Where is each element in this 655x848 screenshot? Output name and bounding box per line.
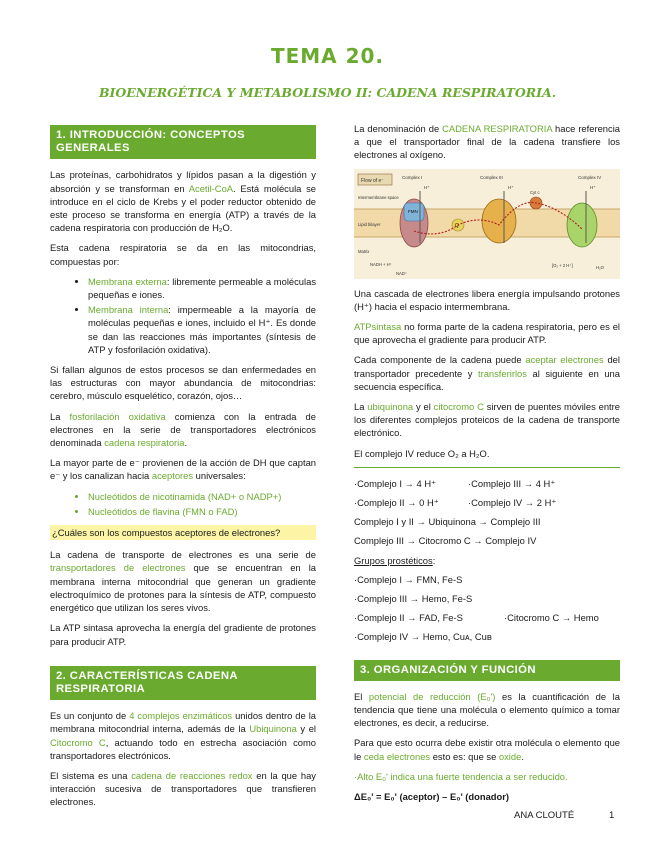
paragraph-denominacion: La denominación de CADENA RESPIRATORIA hace referencia a que el transportador final de la cadena transfiere los electrones al oxígeno. [354, 123, 621, 161]
section-header-3: 3. ORGANIZACIÓN Y FUNCIÓN [354, 660, 620, 681]
footer-author: ANA CLOUTÉ [514, 810, 575, 821]
prosthetic-group-4: ·Complejo IV → Hemo, Cuᴀ, Cuʙ [354, 631, 492, 643]
sequence-line-2: Complejo III → Citocromo C → Complejo IV [354, 535, 537, 547]
complex-3-shape [482, 199, 516, 243]
paragraph-aceptores: La mayor parte de e⁻ provienen de la acción de DH que captan e⁻ y los canalizan hacia aceptores universales: [50, 457, 316, 482]
separator-line [354, 467, 620, 468]
complex-3-label: Complex III [480, 174, 503, 180]
paragraph-complejo-iv: El complejo IV reduce O₂ a H₂O. [354, 447, 490, 459]
nadh-label: NADH + H⁺ [370, 261, 392, 267]
prosthetic-group-row: ·Complejo II → FAD, Fe-S ·Citocromo C → Hemo [354, 612, 599, 624]
proton-label-3: H⁺ [590, 184, 596, 190]
cytochrome-c-label: Cyt c [530, 189, 540, 195]
proton-row-1: ·Complejo I → 4 H⁺ ·Complejo III → 4 H⁺ [354, 477, 556, 489]
section-header-2: 2. CARACTERÍSTICAS CADENA RESPIRATORIA [50, 666, 316, 700]
proton-row-2: ·Complejo II → 0 H⁺ ·Complejo IV → 2 H⁺ [354, 497, 557, 509]
prosthetic-groups-heading: Grupos prostéticos: [354, 554, 436, 566]
paragraph-ceder: Para que esto ocurra debe existir otra molécula o elemento que le ceda electrones esto es: que se oxide. [354, 737, 620, 762]
paragraph-intro: Las proteínas, carbohidratos y lípidos pasan a la digestión y absorción y se transforman en Acetil-CoA. Está molécula se introduce en el ciclo de Krebs y el poder reductor obtenido de este proceso se transforma en energía (ATP) a través de la cadena respiratoria con producción de H₂O. [50, 169, 316, 234]
list-item: • Nucleótidos de flavina (FMN o FAD) [88, 505, 316, 518]
sequence-line-1: Complejo I y II → Ubiquinona → Complejo III [354, 516, 541, 528]
fmn-label: FMN [408, 208, 418, 214]
acceptor-list [50, 490, 316, 518]
complex-4-label: Complex IV [578, 174, 602, 180]
lipid-label: Lipid bilayer [358, 221, 381, 227]
paragraph-fosforilacion: La fosforilación oxidativa comienza con la entrada de electrones en la serie de transportadores electrónicos denominada cadena respiratoria. [50, 410, 316, 449]
intermembrane-label: Intermembrane space [358, 194, 399, 200]
complex-1-label: Complex I [402, 174, 423, 180]
complex-4-shape [567, 203, 597, 247]
proton-label-2: H⁺ [508, 184, 514, 190]
paragraph-mitocondrias: Esta cadena respiratoria se da en las mitocondrias, compuestas por: [50, 242, 316, 267]
paragraph-cascada: Una cascada de electrones libera energía impulsando protones (H⁺) hacia el espacio intermembrana. [354, 287, 620, 312]
paragraph-atp-sintasa: La ATP sintasa aprovecha la energía del gradiente de protones para producir ATP. [50, 622, 316, 647]
section-header-1: 1. INTRODUCCIÓN: CONCEPTOS GENERALES [50, 125, 316, 159]
page-subtitle: BIOENERGÉTICA Y METABOLISMO II: CADENA RESPIRATORIA. [98, 85, 557, 100]
ubiquinone-label: Q [455, 222, 459, 229]
paragraph-complejos: Es un conjunto de 4 complejos enzimáticos unidos dentro de la membrana mitocondrial interna, además de la Ubiquinona y el Citocromo C, actuando todo en estrecha asociación como transportadores electrónicos. [50, 710, 316, 761]
list-item: • Membrana interna: impermeable a la mayoría de moléculas pequeñas e iones, incluido el H⁺. Es donde se dan las reacciones más importantes (síntesis de ATP y fosforilación oxidativa). [88, 303, 316, 356]
membrane-list [50, 275, 316, 356]
matrix-label: Matrix [358, 248, 370, 254]
oxygen-label: [O₂ + 2 H⁺] [552, 262, 573, 268]
prosthetic-group-1: ·Complejo I → FMN, Fe-S [354, 573, 463, 585]
respiratory-chain-svg [354, 169, 620, 279]
paragraph-redox: El sistema es una cadena de reacciones redox en la que hay interacción sucesiva de transportadores que transfieren electrones. [50, 769, 316, 808]
paragraph-cadena-transporte: La cadena de transporte de electrones es una serie de transportadores de electrones que se encuentran en la membrana interna mitocondrial que generan un gradiente electroquímico de protones para la síntesis de ATP, compuesto energético que utilizan los seres vivos. [50, 549, 316, 614]
prosthetic-group-2: ·Complejo III → Hemo, Fe-S [354, 593, 473, 605]
paragraph-atpsintasa: ATPsintasa no forma parte de la cadena respiratoria, pero es el que aprovecha el gradiente para producir ATP. [354, 321, 620, 346]
paragraph-puentes: La ubiquinona y el citocromo C sirven de puentes móviles entre los diferentes complejos proteicos de la cadena de transporte electrónico. [354, 401, 620, 439]
highlighted-question: ¿Cuáles son los compuestos aceptores de electrones? [50, 525, 316, 540]
list-item: • Membrana externa: libremente permeable a moléculas pequeñas e iones. [88, 275, 316, 301]
respiratory-chain-diagram [354, 169, 620, 279]
right-column [354, 120, 620, 810]
delta-e-formula: ΔE₀' = E₀' (aceptor) – E₀' (donador) [354, 791, 510, 803]
paragraph-componentes: Cada componente de la cadena puede aceptar electrones del transportador precedente y transferirlos al siguiente en una secuencia específica. [354, 354, 620, 392]
list-item: • Nucleótidos de nicotinamida (NAD+ o NADP+) [88, 490, 316, 503]
page-title: TEMA 20. [270, 44, 385, 68]
water-label: H₂O [596, 264, 604, 270]
proton-label-1: H⁺ [424, 184, 430, 190]
flow-label: Flow of e⁻ [361, 177, 384, 184]
page-number: 1 [609, 810, 615, 821]
nad-label: NAD⁺ [396, 270, 408, 276]
paragraph-potencial: El potencial de reducción (E₀') es la cuantificación de la tendencia que tiene una molécula o elemento químico a tomar electrones, es decir, a reducirse. [354, 690, 620, 729]
left-column [50, 120, 316, 816]
paragraph-alto-e0: ·Alto E₀' indica una fuerte tendencia a ser reducido. [354, 770, 568, 782]
paragraph-enfermedades: Si fallan algunos de estos procesos se dan enfermedades en las estructuras con mayor abundancia de mitocondrias: cerebro, músculo esquelético, corazón, ojos… [50, 364, 316, 402]
